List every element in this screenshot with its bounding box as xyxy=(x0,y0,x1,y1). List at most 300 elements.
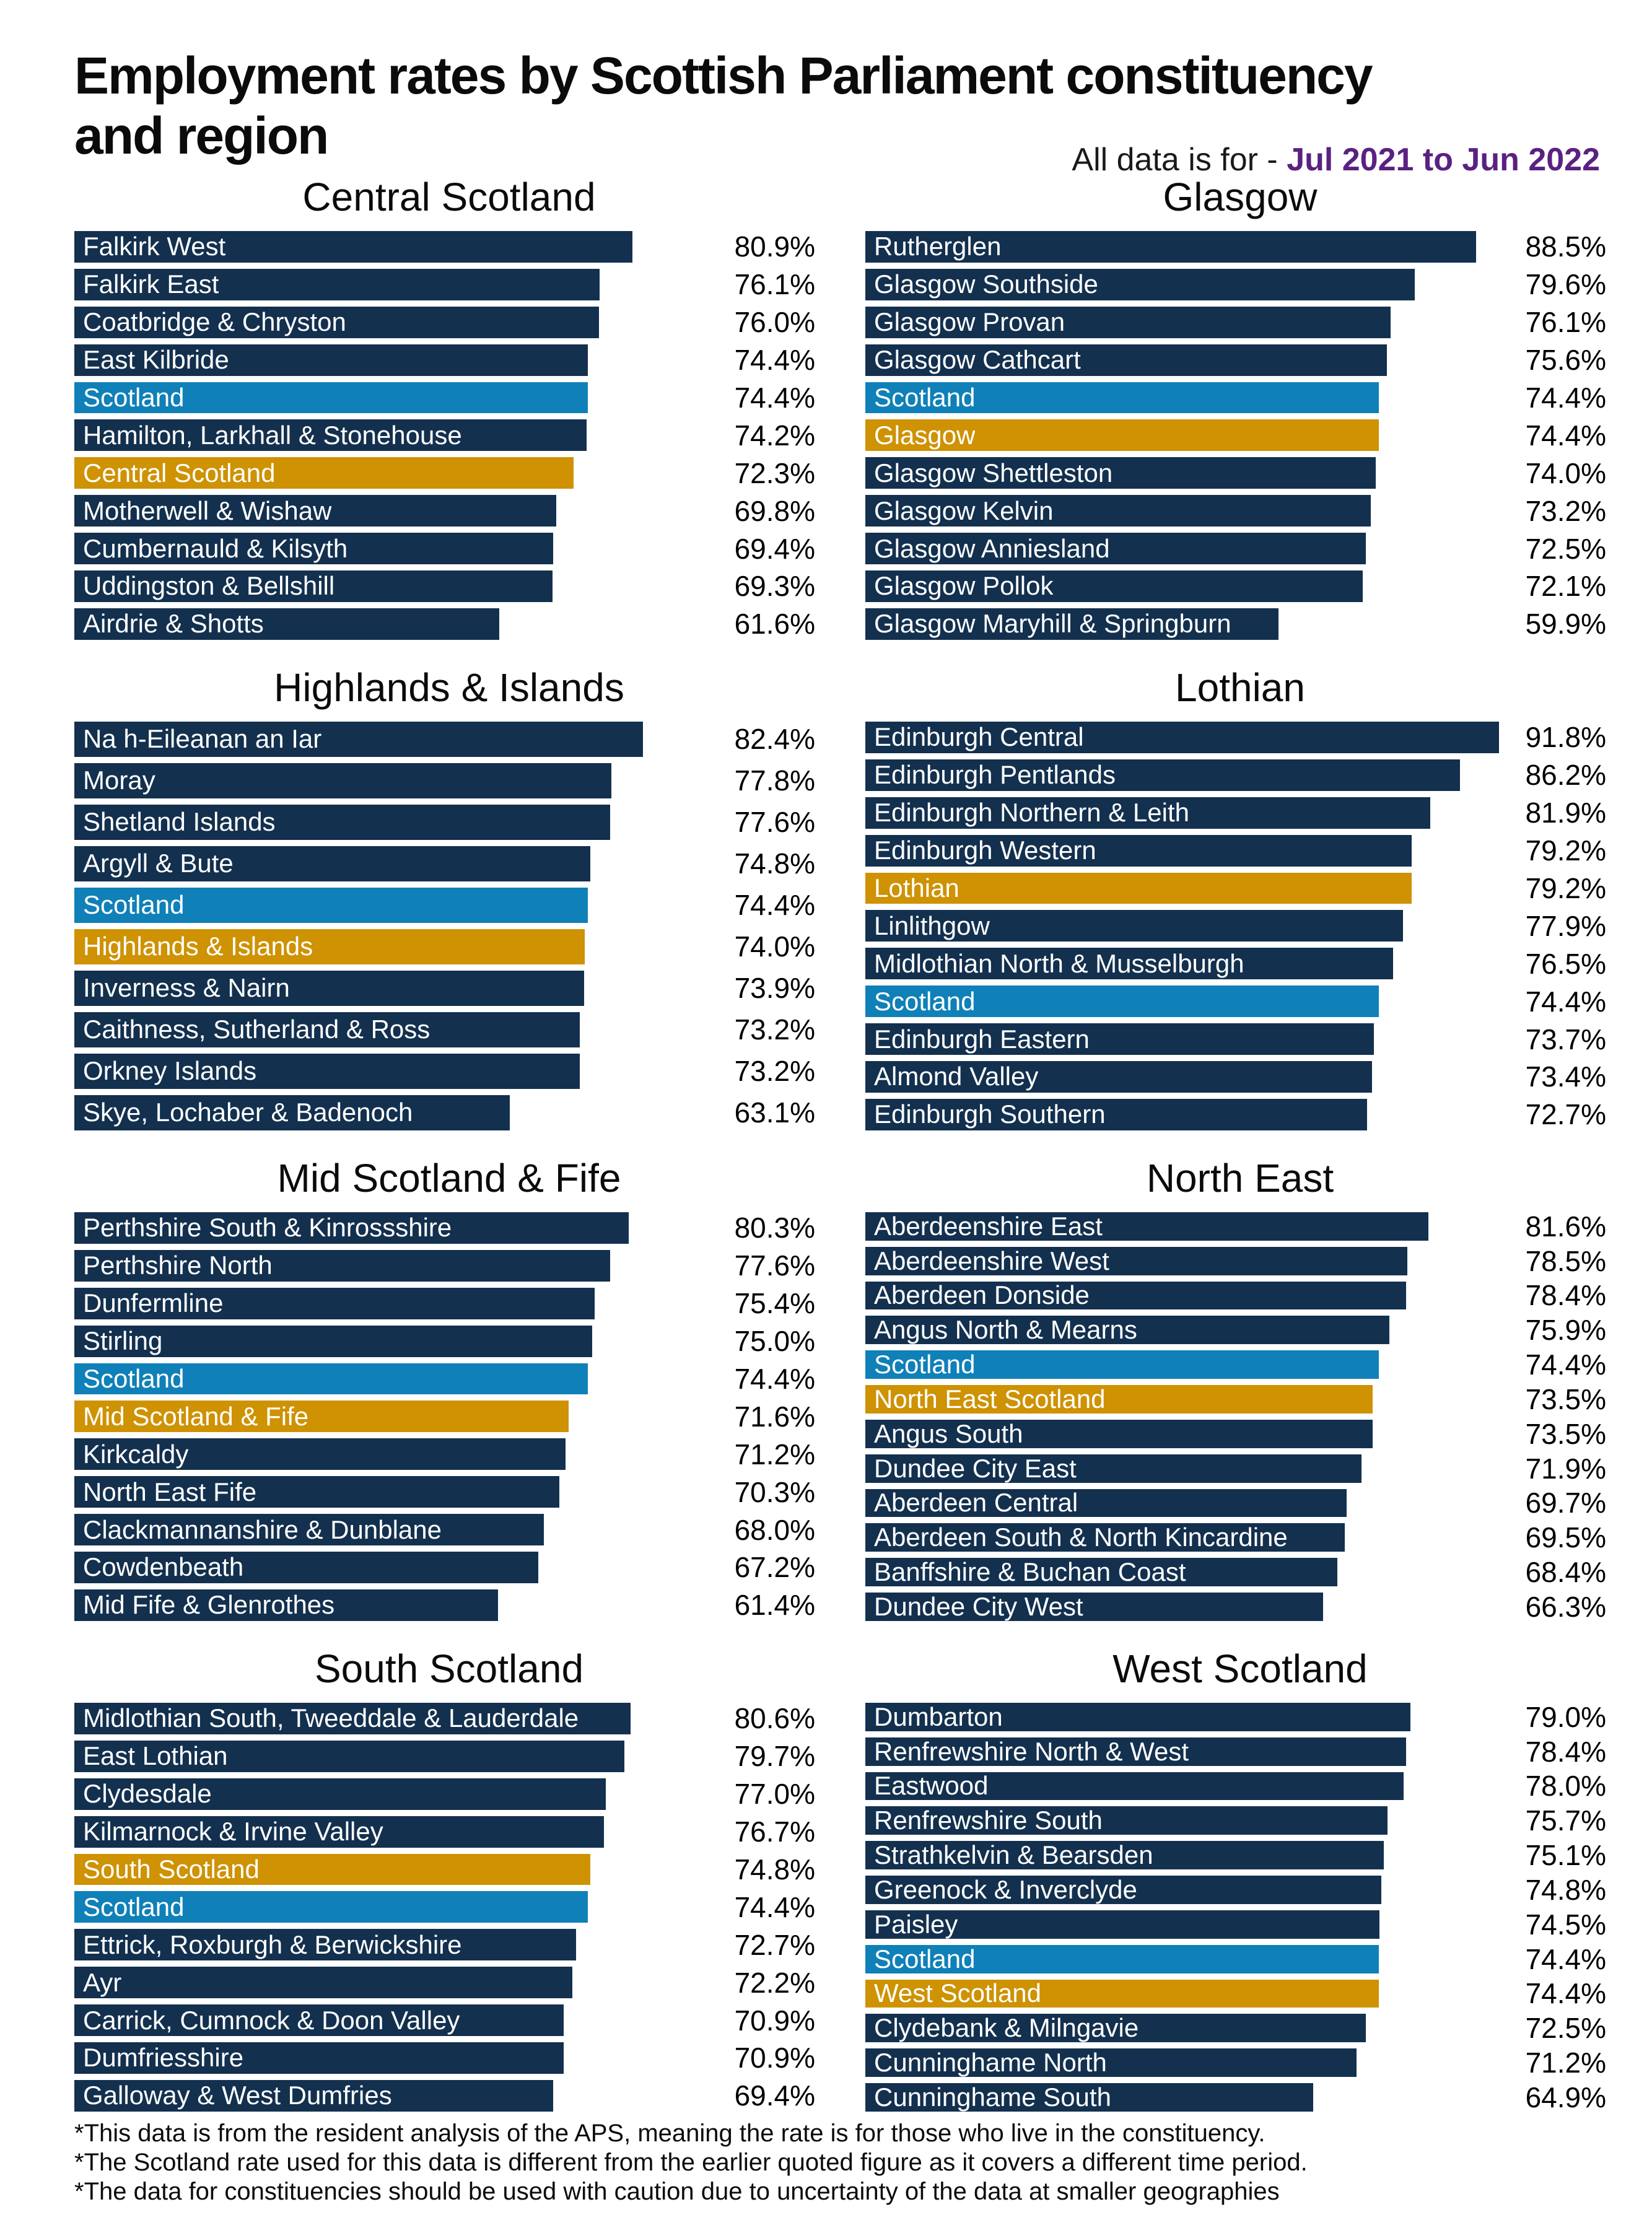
bar-value: 78.5% xyxy=(1525,1244,1606,1277)
bar-label: Mid Fife & Glenrothes xyxy=(83,1590,335,1620)
bar-track xyxy=(74,419,709,451)
bar-label: Clydebank & Milngavie xyxy=(874,2013,1139,2043)
panel-title: Mid Scotland & Fife xyxy=(277,1155,621,1200)
bar-value: 77.0% xyxy=(734,1778,815,1811)
region-panel xyxy=(865,1647,1615,2112)
bar-value: 72.2% xyxy=(734,1966,815,1999)
bar xyxy=(74,1741,624,1772)
bar-value: 74.0% xyxy=(734,930,815,963)
bar-track xyxy=(865,985,1500,1017)
bar-row xyxy=(865,382,1615,414)
bar-track xyxy=(74,570,709,602)
bar xyxy=(865,1350,1379,1379)
bar-row xyxy=(865,1023,1615,1055)
bar-value: 67.2% xyxy=(734,1551,815,1584)
bar xyxy=(74,888,588,923)
bar-row xyxy=(865,1772,1615,1801)
bar-track xyxy=(865,1841,1500,1869)
bar-label: Angus South xyxy=(874,1418,1023,1448)
bar-row xyxy=(74,1703,824,1734)
bar-row xyxy=(865,1099,1615,1130)
bar-value: 74.5% xyxy=(1525,1908,1606,1941)
bar-row xyxy=(865,2083,1615,2112)
bar-track xyxy=(865,2048,1500,2077)
panel-title: Lothian xyxy=(1175,665,1305,710)
bar xyxy=(865,1061,1372,1093)
bar-row xyxy=(74,763,824,798)
bar-value: 73.9% xyxy=(734,972,815,1005)
bar xyxy=(74,1816,604,1848)
bar-row xyxy=(865,2048,1615,2077)
bar-label: Glasgow Kelvin xyxy=(874,496,1054,525)
bar-value: 73.4% xyxy=(1525,1060,1606,1093)
bar-value: 72.3% xyxy=(734,457,815,489)
bar-value: 71.6% xyxy=(734,1400,815,1433)
bar-value: 74.2% xyxy=(734,419,815,452)
bar-value: 75.1% xyxy=(1525,1839,1606,1872)
bar-label: Glasgow Maryhill & Springburn xyxy=(874,609,1231,639)
bar xyxy=(74,2042,564,2074)
bar-row xyxy=(74,805,824,840)
bar xyxy=(865,269,1415,300)
bar-track xyxy=(865,1099,1500,1130)
bar-value: 73.7% xyxy=(1525,1023,1606,1055)
bar-track xyxy=(865,344,1500,376)
bar-label: Scotland xyxy=(83,1892,185,1921)
bar xyxy=(74,846,590,881)
region-panel xyxy=(865,666,1615,1130)
panel-rows xyxy=(74,231,824,640)
bar-value: 79.2% xyxy=(1525,872,1606,904)
bar-row xyxy=(865,1385,1615,1414)
bar-label: Central Scotland xyxy=(83,458,276,487)
bar-track xyxy=(74,1401,709,1432)
bar-label: Airdrie & Shotts xyxy=(83,609,264,639)
bar-row xyxy=(74,2042,824,2074)
bar-value: 74.4% xyxy=(1525,1977,1606,2010)
bar xyxy=(74,344,588,376)
bar-track xyxy=(74,344,709,376)
bar-value: 76.0% xyxy=(734,306,815,339)
bar xyxy=(74,971,584,1006)
bar-track xyxy=(865,1023,1500,1055)
bar-label: Midlothian South, Tweeddale & Lauderdale xyxy=(83,1703,579,1733)
bar-label: Dumbarton xyxy=(874,1702,1003,1731)
bar-row xyxy=(74,1552,824,1583)
bar xyxy=(74,419,587,451)
bar-row xyxy=(74,457,824,489)
bar-label: Clackmannanshire & Dunblane xyxy=(83,1514,442,1544)
bar-track xyxy=(74,1929,709,1960)
bar-row xyxy=(74,1476,824,1508)
bar-track xyxy=(865,1282,1500,1310)
bar-track xyxy=(865,1703,1500,1731)
bar-label: Cumbernauld & Kilsyth xyxy=(83,533,348,563)
bar-value: 71.9% xyxy=(1525,1452,1606,1485)
bar-value: 74.4% xyxy=(1525,1348,1606,1381)
bar-label: East Kilbride xyxy=(83,345,229,375)
bar-value: 81.6% xyxy=(1525,1210,1606,1243)
bar-label: Shetland Islands xyxy=(83,807,276,837)
bar-value: 80.9% xyxy=(734,230,815,263)
bar-value: 81.9% xyxy=(1525,797,1606,829)
bar xyxy=(865,1703,1410,1731)
bar-value: 80.6% xyxy=(734,1702,815,1735)
bar-label: Banffshire & Buchan Coast xyxy=(874,1557,1186,1587)
bar-track xyxy=(865,948,1500,979)
bar-value: 79.2% xyxy=(1525,834,1606,867)
bar-track xyxy=(74,382,709,414)
bar-track xyxy=(865,2083,1500,2112)
bar-label: Ettrick, Roxburgh & Berwickshire xyxy=(83,1929,462,1959)
bar-row xyxy=(865,1590,1615,1623)
bar xyxy=(74,1288,595,1319)
footnote-line: *The Scotland rate used for this data is different from the earlier quoted figure as it covers a different time period. xyxy=(74,2148,1308,2176)
bar-label: Hamilton, Larkhall & Stonehouse xyxy=(83,420,462,450)
bar-label: Edinburgh Eastern xyxy=(874,1024,1090,1054)
bar-row xyxy=(865,910,1615,942)
panel-rows xyxy=(74,1703,824,2112)
bar-label: Lothian xyxy=(874,873,959,902)
bar-label: Argyll & Bute xyxy=(83,849,234,878)
bar xyxy=(865,910,1403,942)
bar-row xyxy=(74,1967,824,1998)
bar-label: Paisley xyxy=(874,1909,958,1939)
bar-value: 88.5% xyxy=(1525,230,1606,263)
bar-value: 77.8% xyxy=(734,764,815,797)
bar-row xyxy=(74,1401,824,1432)
bar-label: Dumfriesshire xyxy=(83,2043,244,2073)
bar-track xyxy=(865,533,1500,564)
bar-value: 75.0% xyxy=(734,1325,815,1358)
bar-track xyxy=(74,2080,709,2112)
region-panel xyxy=(74,175,824,640)
bar-label: Edinburgh Central xyxy=(874,722,1084,752)
bar-row xyxy=(865,1910,1615,1939)
bar-value: 75.7% xyxy=(1525,1804,1606,1837)
bar-track xyxy=(865,1558,1500,1586)
bar-value: 70.9% xyxy=(734,2042,815,2074)
bar-row xyxy=(74,570,824,602)
bar xyxy=(865,1876,1381,1904)
footnote-line: *The data for constituencies should be used with caution due to uncertainty of the data at smaller geographies xyxy=(74,2177,1280,2205)
bar-row xyxy=(865,1806,1615,1835)
bar-row xyxy=(865,1556,1615,1589)
bar xyxy=(74,1363,588,1395)
panel-title: South Scotland xyxy=(314,1646,584,1691)
bar-value: 76.7% xyxy=(734,1816,815,1848)
bar-track xyxy=(865,1910,1500,1939)
bar-value: 74.8% xyxy=(734,1853,815,1886)
bar-label: Inverness & Nairn xyxy=(83,973,290,1003)
bar xyxy=(865,495,1371,527)
bar xyxy=(74,1476,559,1508)
panel-rows xyxy=(865,722,1615,1130)
bar-value: 73.2% xyxy=(1525,494,1606,527)
bar-label: Linlithgow xyxy=(874,911,990,940)
bar-track xyxy=(74,1778,709,1810)
bar-track xyxy=(74,1589,709,1621)
bar xyxy=(865,835,1412,867)
bar xyxy=(74,1589,498,1621)
bar-value: 79.0% xyxy=(1525,1700,1606,1733)
bar-row xyxy=(74,1212,824,1244)
bar-row xyxy=(865,1737,1615,1766)
bar-track xyxy=(74,1552,709,1583)
bar xyxy=(74,929,585,964)
bar-row xyxy=(74,2004,824,2036)
bar-label: Na h-Eileanan an Iar xyxy=(83,724,322,754)
bar xyxy=(74,1095,510,1130)
bar-value: 72.7% xyxy=(734,1928,815,1961)
bar-label: Highlands & Islands xyxy=(83,932,313,961)
bar-label: North East Scotland xyxy=(874,1384,1106,1414)
bar-track xyxy=(74,231,709,263)
bar-value: 74.4% xyxy=(734,889,815,922)
bar-label: Moray xyxy=(83,766,155,795)
bar-value: 63.1% xyxy=(734,1096,815,1129)
bar-value: 66.3% xyxy=(1525,1590,1606,1623)
bar xyxy=(865,1489,1347,1518)
bar-row xyxy=(865,722,1615,753)
bar-label: Dunfermline xyxy=(83,1288,224,1318)
bar xyxy=(74,1514,544,1545)
bar-label: Perthshire North xyxy=(83,1251,273,1280)
bar xyxy=(865,1910,1379,1939)
bar-row xyxy=(865,533,1615,564)
bar-row xyxy=(865,1350,1615,1379)
bar-track xyxy=(865,1212,1500,1241)
bar-row xyxy=(74,722,824,757)
bar-label: Edinburgh Northern & Leith xyxy=(874,798,1189,828)
bar-track xyxy=(865,2014,1500,2042)
bar-track xyxy=(74,971,709,1006)
bar-value: 59.9% xyxy=(1525,608,1606,640)
region-panel xyxy=(74,666,824,1130)
bar xyxy=(74,231,632,263)
bar-track xyxy=(74,1741,709,1772)
bar-label: Dundee City West xyxy=(874,1591,1083,1621)
bar-value: 80.3% xyxy=(734,1212,815,1244)
bar-label: Edinburgh Western xyxy=(874,836,1096,865)
bar-label: East Lothian xyxy=(83,1741,228,1771)
bar xyxy=(865,1099,1367,1130)
bar-value: 74.4% xyxy=(734,1890,815,1923)
bar-label: Aberdeenshire East xyxy=(874,1211,1103,1241)
bar-value: 75.4% xyxy=(734,1287,815,1320)
bar-value: 79.6% xyxy=(1525,268,1606,301)
bar-value: 69.4% xyxy=(734,2079,815,2112)
bar-track xyxy=(74,1967,709,1998)
bar-track xyxy=(74,1438,709,1470)
bar xyxy=(865,1737,1406,1766)
bar-label: South Scotland xyxy=(83,1854,260,1884)
bar-row xyxy=(865,835,1615,867)
bar-row xyxy=(865,608,1615,640)
bar-row xyxy=(865,1417,1615,1450)
bar-label: Glasgow Anniesland xyxy=(874,533,1110,563)
bar-row xyxy=(74,971,824,1006)
bar xyxy=(74,1891,588,1923)
bar xyxy=(865,722,1499,753)
bar-value: 74.4% xyxy=(734,1362,815,1395)
bar xyxy=(74,307,599,338)
bar-label: Orkney Islands xyxy=(83,1056,257,1086)
bar-row xyxy=(74,1288,824,1319)
bar xyxy=(865,2048,1357,2077)
bar xyxy=(865,759,1460,791)
bar xyxy=(74,1778,606,1810)
bar-value: 77.6% xyxy=(734,806,815,839)
bar xyxy=(74,1212,629,1244)
bar xyxy=(74,763,611,798)
bar-track xyxy=(865,1385,1500,1414)
bar-track xyxy=(74,888,709,923)
footnotes xyxy=(74,2119,1615,2206)
bar-track xyxy=(74,1012,709,1047)
bar-value: 76.1% xyxy=(1525,306,1606,339)
bar-track xyxy=(865,1772,1500,1801)
bar xyxy=(865,1841,1384,1869)
bar xyxy=(865,382,1379,414)
bar-value: 73.5% xyxy=(1525,1417,1606,1450)
bar-track xyxy=(74,1054,709,1089)
bar-track xyxy=(865,1247,1500,1275)
bar xyxy=(74,1929,576,1960)
bar-row xyxy=(865,948,1615,979)
bar xyxy=(865,948,1393,979)
bar-track xyxy=(865,608,1500,640)
bar-value: 91.8% xyxy=(1525,721,1606,754)
bar-track xyxy=(865,1061,1500,1093)
bar-label: Glasgow xyxy=(874,420,976,450)
bar-track xyxy=(74,1476,709,1508)
bar-track xyxy=(865,1806,1500,1835)
bar-value: 72.5% xyxy=(1525,2012,1606,2045)
bar xyxy=(74,570,553,602)
bar-track xyxy=(74,1891,709,1923)
bar-row xyxy=(74,608,824,640)
bar-label: Glasgow Provan xyxy=(874,307,1065,337)
bar-label: Edinburgh Pentlands xyxy=(874,760,1116,790)
bar-label: Cunninghame North xyxy=(874,2048,1107,2078)
bar-track xyxy=(74,1703,709,1734)
bar-value: 86.2% xyxy=(1525,759,1606,792)
bar-track xyxy=(74,722,709,757)
bar-label: Greenock & Inverclyde xyxy=(874,1874,1137,1904)
bar-row xyxy=(865,1061,1615,1093)
bar xyxy=(74,1326,592,1357)
bar-value: 78.4% xyxy=(1525,1279,1606,1312)
bar-row xyxy=(74,2080,824,2112)
bar xyxy=(865,1316,1389,1344)
panel-rows xyxy=(865,231,1615,640)
bar-label: Strathkelvin & Bearsden xyxy=(874,1840,1153,1870)
bar-value: 72.5% xyxy=(1525,532,1606,565)
bar xyxy=(74,1438,566,1470)
bar-row xyxy=(865,759,1615,791)
bar xyxy=(865,570,1363,602)
bar-value: 74.4% xyxy=(1525,381,1606,414)
bar-value: 73.2% xyxy=(734,1055,815,1088)
bar-row xyxy=(865,1314,1615,1347)
bar-row xyxy=(865,1977,1615,2010)
bar-value: 74.4% xyxy=(734,344,815,377)
panels-grid xyxy=(74,175,1615,2112)
bar-row xyxy=(865,457,1615,489)
bar-row xyxy=(865,1523,1615,1552)
bar-track xyxy=(74,1250,709,1282)
bar-track xyxy=(865,570,1500,602)
bar-row xyxy=(74,1250,824,1282)
bar-track xyxy=(865,1350,1500,1379)
bar-row xyxy=(865,873,1615,904)
bar-value: 68.0% xyxy=(734,1513,815,1546)
bar xyxy=(74,805,610,840)
bar xyxy=(865,608,1278,640)
bar-row xyxy=(865,269,1615,300)
bar xyxy=(74,382,588,414)
bar-track xyxy=(865,910,1500,942)
bar-track xyxy=(74,763,709,798)
bar xyxy=(865,2083,1313,2112)
bar-track xyxy=(74,805,709,840)
bar-label: Coatbridge & Chryston xyxy=(83,307,346,337)
bar-label: Aberdeen Donside xyxy=(874,1280,1090,1310)
bar-value: 74.0% xyxy=(1525,457,1606,489)
panel-rows xyxy=(74,1212,824,1621)
bar-label: Cunninghame South xyxy=(874,2082,1111,2112)
bar-track xyxy=(74,495,709,527)
bar-row xyxy=(865,1489,1615,1518)
bar-track xyxy=(74,1095,709,1130)
bar-track xyxy=(74,929,709,964)
page-title-line2: and region xyxy=(74,107,328,165)
bar-label: Mid Scotland & Fife xyxy=(83,1401,309,1431)
bar xyxy=(865,873,1412,904)
bar-track xyxy=(865,722,1500,753)
bar-row xyxy=(74,1778,824,1810)
region-panel xyxy=(865,175,1615,640)
bar-label: Galloway & West Dumfries xyxy=(83,2081,392,2110)
bar-track xyxy=(74,2042,709,2074)
bar-track xyxy=(74,608,709,640)
bar-row xyxy=(74,344,824,376)
bar xyxy=(865,1282,1406,1310)
bar-value: 69.3% xyxy=(734,570,815,603)
bar xyxy=(74,457,574,489)
bar-track xyxy=(865,1945,1500,1973)
bar xyxy=(865,1247,1407,1275)
bar xyxy=(74,1703,631,1734)
bar-track xyxy=(865,269,1500,300)
bar xyxy=(74,722,643,757)
bar-row xyxy=(74,269,824,300)
bar-label: Motherwell & Wishaw xyxy=(83,496,332,525)
bar-label: Glasgow Pollok xyxy=(874,571,1054,601)
bar-track xyxy=(865,1420,1500,1448)
bar-track xyxy=(74,1212,709,1244)
panel-rows xyxy=(74,722,824,1130)
bar-value: 70.9% xyxy=(734,2004,815,2037)
bar-value: 77.6% xyxy=(734,1249,815,1282)
bar xyxy=(865,1945,1379,1973)
bar xyxy=(865,1593,1323,1621)
bar-label: Eastwood xyxy=(874,1771,989,1801)
bar-row xyxy=(865,1945,1615,1973)
bar-label: Glasgow Southside xyxy=(874,269,1098,299)
bar xyxy=(865,985,1379,1017)
